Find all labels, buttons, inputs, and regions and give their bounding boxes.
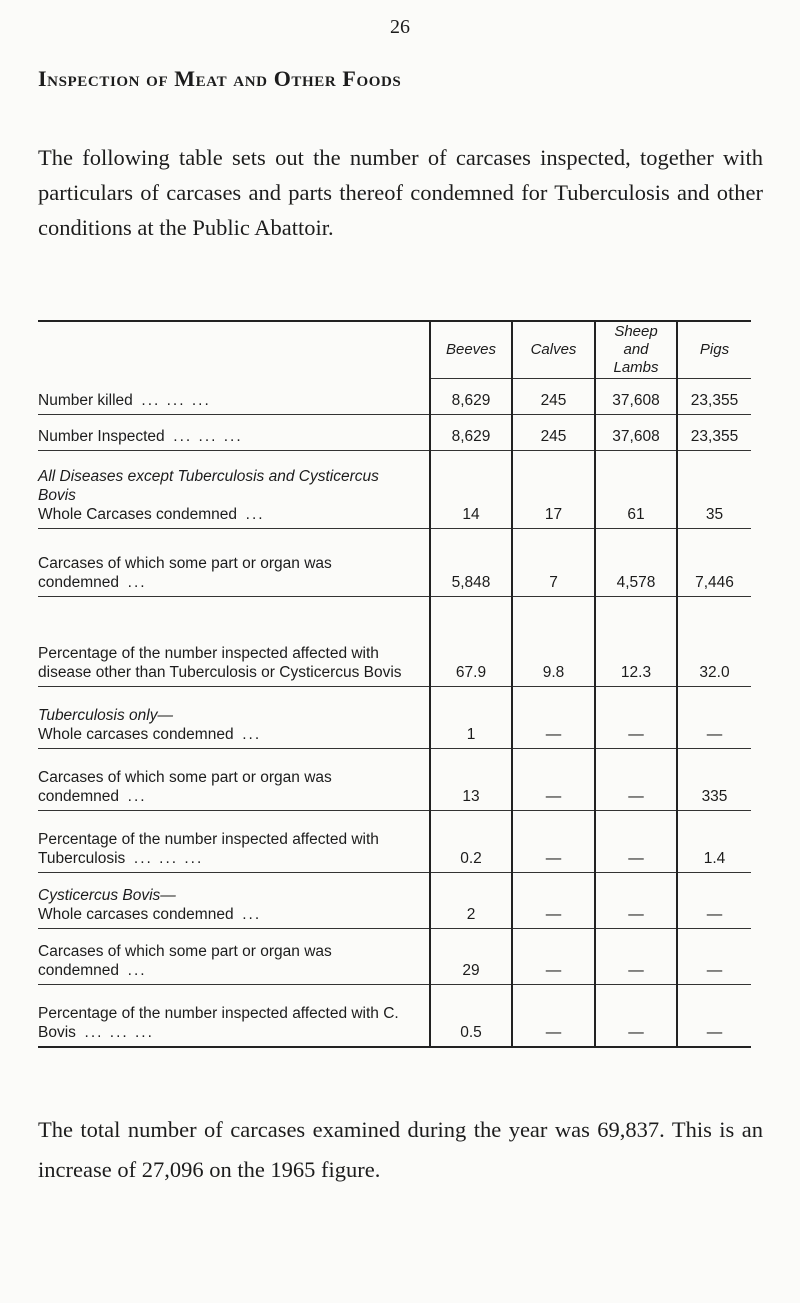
row-label-cell <box>38 929 430 985</box>
row-label: Whole carcases condemned <box>38 726 234 743</box>
value-cell: — <box>512 811 595 873</box>
value-cell: 245 <box>512 415 595 451</box>
page-number: 26 <box>390 16 410 38</box>
table-row <box>38 379 751 415</box>
row-label: Whole Carcases condemned <box>38 506 238 523</box>
value-cell: 8,629 <box>430 379 512 415</box>
value-cell: 32.0 <box>677 597 751 687</box>
table-row <box>38 687 751 749</box>
value-cell: — <box>595 687 677 749</box>
row-label: Carcases of which some part or organ was condemned <box>38 769 332 805</box>
row-label-cell <box>38 415 430 451</box>
row-label-cell <box>38 749 430 811</box>
row-label-cell <box>38 451 430 529</box>
value-cell: 23,355 <box>677 415 751 451</box>
leader-dots: ... ... ... <box>141 392 211 409</box>
column-header-pigs: Pigs <box>677 321 751 379</box>
row-label-cell <box>38 985 430 1047</box>
value-cell: 4,578 <box>595 529 677 597</box>
value-cell: — <box>512 985 595 1047</box>
value-cell: — <box>595 985 677 1047</box>
header-blank-cell <box>38 321 430 379</box>
table-row <box>38 597 751 687</box>
value-cell: — <box>595 873 677 929</box>
value-cell: 5,848 <box>430 529 512 597</box>
leader-dots: ... ... ... <box>173 428 243 445</box>
row-label: Carcases of which some part or organ was condemned <box>38 943 332 979</box>
leader-dots: ... ... ... <box>133 850 204 867</box>
value-cell: 23,355 <box>677 379 751 415</box>
leader-dots: ... <box>242 726 262 743</box>
section-title: All Diseases except Tuberculosis and Cysticercus Bovis <box>38 468 379 504</box>
closing-paragraph: The total number of carcases examined during the year was 69,837. This is an increase of 27,096 on the 1965 figure. <box>38 1117 763 1182</box>
row-label: Number killed <box>38 392 133 409</box>
table-row <box>38 985 751 1047</box>
value-cell: 9.8 <box>512 597 595 687</box>
value-cell: 1.4 <box>677 811 751 873</box>
value-cell: 0.5 <box>430 985 512 1047</box>
value-cell: 2 <box>430 873 512 929</box>
row-label-cell <box>38 873 430 929</box>
section-title: Tuberculosis only— <box>38 707 173 724</box>
intro-paragraph: The following table sets out the number of carcases inspected, together with particulars of carcases and parts thereof condemned for Tuberculosis and other conditions at the Public Abattoir. <box>38 145 763 240</box>
row-label: Number Inspected <box>38 428 165 445</box>
column-header-calves: Calves <box>512 321 595 379</box>
table-row <box>38 529 751 597</box>
value-cell: — <box>677 687 751 749</box>
row-label: Percentage of the number inspected affected with Tuberculosis <box>38 831 379 867</box>
row-label-cell <box>38 687 430 749</box>
value-cell: 61 <box>595 451 677 529</box>
value-cell: — <box>512 687 595 749</box>
table-row <box>38 811 751 873</box>
leader-dots: ... <box>242 906 262 923</box>
value-cell: 29 <box>430 929 512 985</box>
value-cell: 8,629 <box>430 415 512 451</box>
value-cell: 12.3 <box>595 597 677 687</box>
value-cell: 13 <box>430 749 512 811</box>
value-cell: — <box>595 811 677 873</box>
carcases-inspection-table <box>38 320 751 1048</box>
value-cell: 7 <box>512 529 595 597</box>
value-cell: 7,446 <box>677 529 751 597</box>
table-row <box>38 873 751 929</box>
table-row <box>38 415 751 451</box>
value-cell: 17 <box>512 451 595 529</box>
value-cell: 0.2 <box>430 811 512 873</box>
value-cell: — <box>512 873 595 929</box>
leader-dots: ... <box>127 962 147 979</box>
value-cell: 37,608 <box>595 379 677 415</box>
row-label: Whole carcases condemned <box>38 906 234 923</box>
value-cell: 245 <box>512 379 595 415</box>
table-header-row <box>38 321 751 379</box>
value-cell: — <box>677 929 751 985</box>
value-cell: — <box>595 749 677 811</box>
section-title: Cysticercus Bovis— <box>38 887 176 904</box>
row-label: Carcases of which some part or organ was condemned <box>38 555 332 591</box>
row-label: Percentage of the number inspected affected with disease other than Tuberculosis or Cysticercus Bovis <box>38 645 402 681</box>
row-label-cell <box>38 379 430 415</box>
value-cell: 1 <box>430 687 512 749</box>
table-row <box>38 451 751 529</box>
row-label-cell <box>38 811 430 873</box>
value-cell: 67.9 <box>430 597 512 687</box>
value-cell: — <box>677 985 751 1047</box>
leader-dots: ... <box>127 788 147 805</box>
leader-dots: ... <box>245 506 265 523</box>
row-label: Percentage of the number inspected affected with C. Bovis <box>38 1004 399 1041</box>
leader-dots: ... ... ... <box>84 1023 154 1041</box>
row-label-cell <box>38 529 430 597</box>
value-cell: 335 <box>677 749 751 811</box>
leader-dots: ... <box>127 574 147 591</box>
column-header-sheep: Sheep and Lambs <box>595 321 677 379</box>
value-cell: — <box>512 929 595 985</box>
value-cell: 14 <box>430 451 512 529</box>
table-row <box>38 929 751 985</box>
row-label-cell <box>38 597 430 687</box>
value-cell: — <box>512 749 595 811</box>
value-cell: 37,608 <box>595 415 677 451</box>
table-row <box>38 749 751 811</box>
column-header-beeves: Beeves <box>430 321 512 379</box>
value-cell: — <box>595 929 677 985</box>
value-cell: — <box>677 873 751 929</box>
value-cell: 35 <box>677 451 751 529</box>
section-heading: Inspection of Meat and Other Foods <box>38 66 402 91</box>
